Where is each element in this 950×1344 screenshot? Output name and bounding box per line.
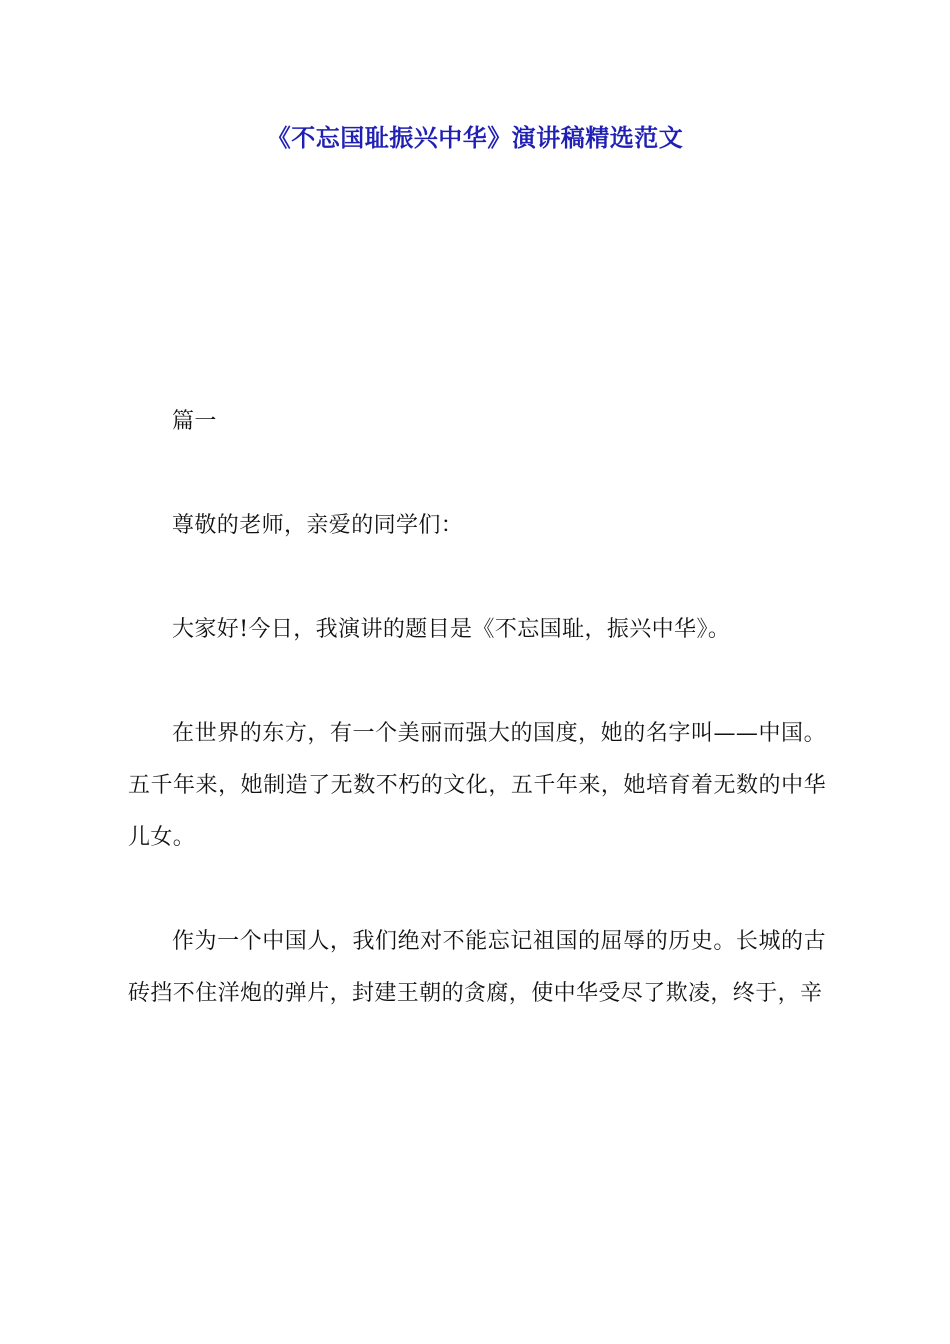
paragraph-salutation: 尊敬的老师，亲爱的同学们： — [172, 513, 464, 538]
paragraph-section-label: 篇一 — [172, 409, 217, 434]
paragraph-body: 在世界的东方，有一个美丽而强大的国度，她的名字叫——中国。五千年来，她制造了无数不朽的文化，五千年来，她培育着无数的中华儿女。 — [128, 721, 826, 850]
document-title: 《不忘国耻振兴中华》演讲稿精选范文 — [266, 124, 684, 152]
document-body — [128, 396, 826, 1072]
paragraph-body: 作为一个中国人，我们绝对不能忘记祖国的屈辱的历史。长城的古砖挡不住洋炮的弹片，封建王朝的贪腐，使中华受尽了欺凌，终于，辛 — [128, 929, 826, 1006]
paragraph-greeting: 大家好!今日，我演讲的题目是《不忘国耻，振兴中华》。 — [172, 617, 731, 642]
